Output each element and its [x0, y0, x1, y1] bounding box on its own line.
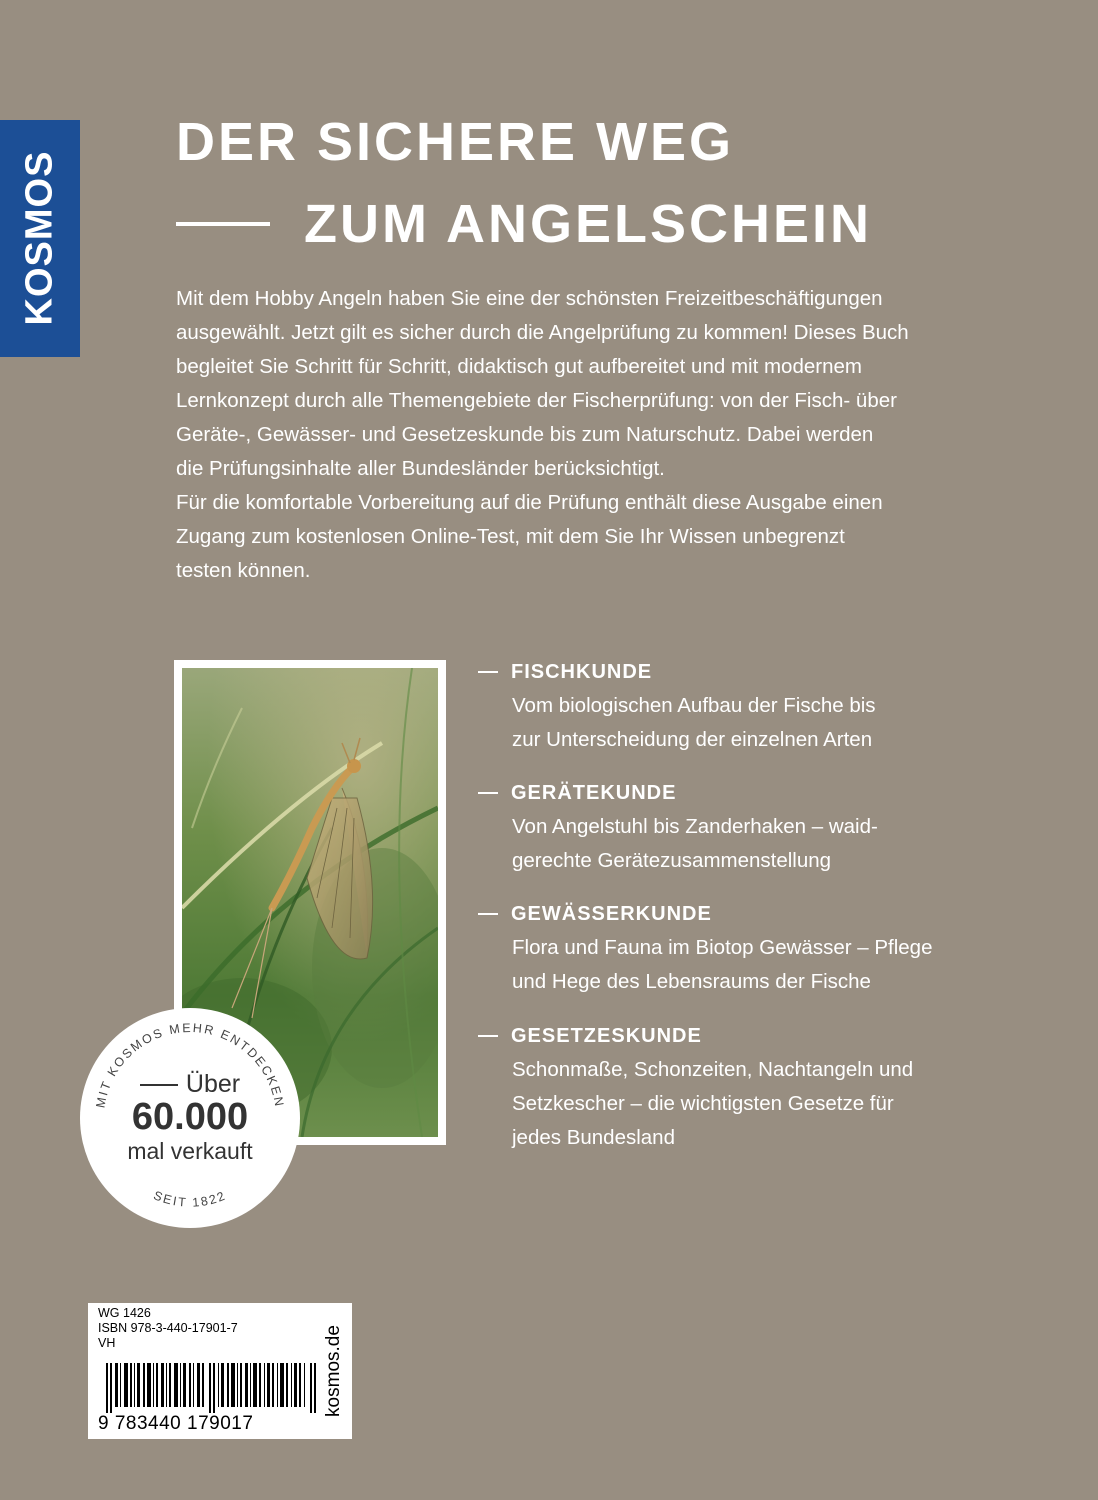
- topic-item: [478, 658, 876, 757]
- barcode-digits: 9 783440 179017: [98, 1413, 254, 1434]
- intro-line: Mit dem Hobby Angeln haben Sie eine der schönsten Freizeitbeschäftigungen: [176, 287, 883, 310]
- topic-description: [512, 931, 932, 999]
- svg-text:SEIT 1822: [152, 1188, 229, 1209]
- topic-line: zur Unterscheidung der einzelnen Arten: [512, 728, 873, 751]
- topic-line: jedes Bundesland: [512, 1126, 675, 1149]
- barcode: [106, 1363, 320, 1413]
- headline-line-1: DER SICHERE WEG: [176, 112, 735, 172]
- badge-arc-bottom: SEIT 1822: [151, 1188, 229, 1210]
- topic-heading-row: [478, 779, 878, 807]
- topic-title: GERÄTEKUNDE: [511, 781, 677, 804]
- topic-line: Vom biologischen Aufbau der Fische bis: [512, 694, 876, 717]
- topic-item: [478, 779, 878, 878]
- badge-arc-top: MIT KOSMOS MEHR ENTDECKEN: [93, 1020, 287, 1110]
- intro-line: ausgewählt. Jetzt gilt es sicher durch die Angelprüfung zu kommen! Dieses Buch: [176, 321, 909, 344]
- topic-dash: [478, 913, 498, 915]
- brand-name: KOSMOS: [18, 150, 61, 326]
- intro-line: begleitet Sie Schritt für Schritt, didaktisch gut aufbereitet und mit modernem: [176, 355, 862, 378]
- isbn-meta: [98, 1306, 238, 1351]
- intro-line: Zugang zum kostenlosen Online-Test, mit dem Sie Ihr Wissen unbegrenzt: [176, 525, 845, 548]
- topic-line: Flora und Fauna im Biotop Gewässer – Pflege: [512, 936, 933, 959]
- topic-title: FISCHKUNDE: [511, 660, 653, 683]
- intro-text: [176, 282, 996, 588]
- isbn-barcode-box: [88, 1303, 352, 1439]
- topic-line: gerechte Gerätezusammenstellung: [512, 849, 832, 872]
- badge-line-1: Über: [185, 1070, 241, 1098]
- topic-description: [512, 689, 876, 757]
- topic-line: Von Angelstuhl bis Zanderhaken – waid-: [512, 815, 878, 838]
- badge-line-3: mal verkauft: [127, 1138, 253, 1164]
- topic-line: Setzkescher – die wichtigsten Gesetze für: [512, 1092, 894, 1115]
- topic-title: GESETZESKUNDE: [511, 1024, 702, 1047]
- topic-dash: [478, 671, 498, 673]
- topic-dash: [478, 1035, 498, 1037]
- topic-line: und Hege des Lebensraums der Fische: [512, 970, 871, 993]
- topic-item: [478, 1022, 913, 1155]
- intro-line: Geräte-, Gewässer- und Gesetzeskunde bis zum Naturschutz. Dabei werden: [176, 423, 874, 446]
- topic-heading-row: [478, 1022, 913, 1050]
- intro-line: Lernkonzept durch alle Themengebiete der Fischerprüfung: von der Fisch- über: [176, 389, 897, 412]
- headline-line-2-row: [176, 192, 872, 256]
- intro-line: Für die komfortable Vorbereitung auf die Prüfung enthält diese Ausgabe einen: [176, 491, 883, 514]
- topic-heading-row: [478, 658, 876, 686]
- badge-dash: [140, 1084, 178, 1086]
- headline-dash: [176, 222, 270, 226]
- wg-number: WG 1426: [98, 1306, 151, 1320]
- vh-code: VH: [98, 1336, 116, 1350]
- topic-heading-row: [478, 900, 932, 928]
- intro-line: testen können.: [176, 559, 311, 582]
- intro-line: die Prüfungsinhalte aller Bundesländer berücksichtigt.: [176, 457, 665, 480]
- badge-line-2: 60.000: [131, 1096, 249, 1138]
- topic-dash: [478, 792, 498, 794]
- topic-item: [478, 900, 932, 999]
- headline-line-2: ZUM ANGELSCHEIN: [304, 194, 872, 254]
- isbn-number: ISBN 978-3-440-17901-7: [98, 1321, 238, 1335]
- website-text: kosmos.de: [323, 1325, 344, 1417]
- topic-line: Schonmaße, Schonzeiten, Nachtangeln und: [512, 1058, 914, 1081]
- topic-title: GEWÄSSERKUNDE: [511, 902, 712, 925]
- topic-description: [512, 1053, 913, 1155]
- brand-logo-tab: [0, 120, 80, 357]
- badge-line-1-row: [80, 1070, 300, 1099]
- topic-description: [512, 810, 878, 878]
- headline: [176, 110, 872, 254]
- sales-badge: [80, 1008, 300, 1228]
